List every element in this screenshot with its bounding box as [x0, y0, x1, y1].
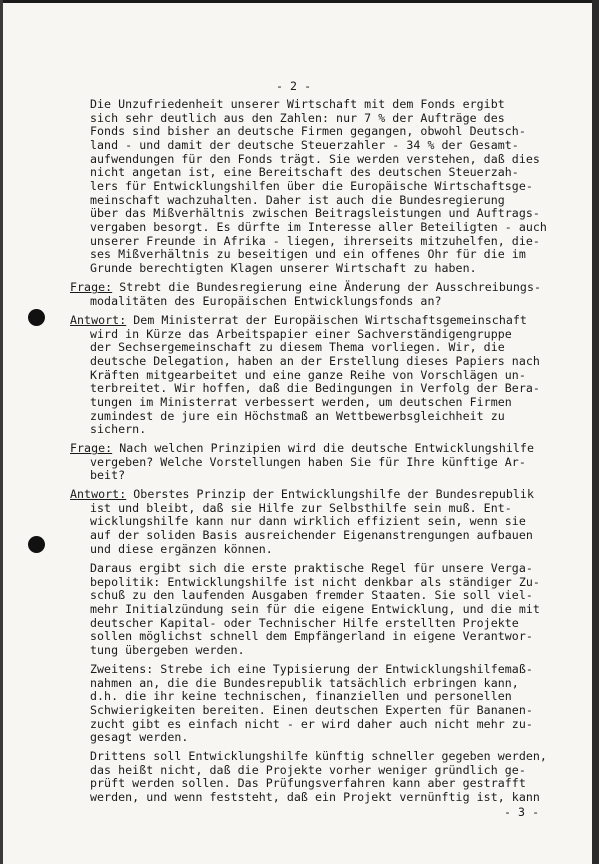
question-line: Frage: Nach welchen Prinzipien wird die deutsche Entwicklungshilfe — [70, 441, 534, 455]
text-line: zumindest de jure ein Höchstmaß an Wettbewerbsgleichheit zu — [90, 409, 505, 423]
text-line: gesagt werden. — [90, 730, 189, 744]
text-line: auf der soliden Basis ausreichender Eigenanstrengungen aufbauen — [90, 528, 533, 542]
text-line: deutscher Kapital- oder Technischer Hilfe erstellten Projekte — [90, 616, 519, 630]
answer-label: Antwort: — [70, 313, 127, 327]
scan-edge-left — [0, 0, 3, 864]
text-line: bepolitik: Entwicklungshilfe ist nicht denkbar als ständiger Zu- — [90, 575, 540, 589]
text-line: lers für Entwicklungshilfen über die Europäische Wirtschaftsge- — [90, 179, 533, 193]
text-line: Fonds sind bisher an deutsche Firmen gegangen, obwohl Deutsch- — [90, 124, 526, 138]
text-line: sollen möglichst schnell dem Empfängerland in eigene Verantwor- — [90, 629, 533, 643]
answer-line: Antwort: Dem Ministerrat der Europäischen Wirtschaftsgemeinschaft — [70, 313, 527, 327]
text-line: werden, und wenn feststeht, daß ein Projekt vernünftig ist, kann — [90, 790, 540, 804]
text-line: Die Unzufriedenheit unserer Wirtschaft mit dem Fonds ergibt — [90, 97, 505, 111]
text-line: schuß zu den laufenden Ausgaben fremder Staaten. Sie soll viel- — [90, 588, 533, 602]
question-label: Frage: — [70, 441, 113, 455]
answer-line: Antwort: Oberstes Prinzip der Entwicklungshilfe der Bundesrepublik — [70, 487, 534, 501]
scan-edge-right — [592, 0, 599, 864]
text-line: deutsche Delegation, haben an der Erstellung dieses Papiers nach — [90, 354, 540, 368]
text-line: d.h. die ihr keine technischen, finanziellen und personellen — [90, 689, 512, 703]
text-line: über das Mißverhältnis zwischen Beitragsleistungen und Auftrags- — [90, 206, 540, 220]
text-line: terbreitet. Wir hoffen, daß die Bedingungen in Verfolg der Bera- — [90, 381, 540, 395]
question-label: Frage: — [70, 280, 113, 294]
text-line: wicklungshilfe kann nur dann wirklich effizient sein, wenn sie — [90, 514, 526, 528]
page-number-header: - 2 - — [276, 79, 312, 93]
text-line: und diese ergänzen können. — [90, 542, 273, 556]
text-line: tungen im Ministerrat verbessert werden, um deutschen Firmen — [90, 395, 512, 409]
text-line: der Sechsergemeinschaft zu diesem Thema vorliegen. Wir, die — [90, 340, 505, 354]
page-number-footer: - 3 - — [504, 805, 540, 819]
text-line: Schwierigkeiten bereiten. Einen deutschen Experten für Bananen- — [90, 703, 533, 717]
text-line: Daraus ergibt sich die erste praktische Regel für unsere Verga- — [90, 561, 533, 575]
text-line: nahmen an, die die Bundesrepublik tatsächlich erbringen kann, — [90, 676, 519, 690]
text-line: tung übergeben werden. — [90, 643, 245, 657]
text-line: wird in Kürze das Arbeitspapier einer Sachverständigengruppe — [90, 327, 512, 341]
text-line: prüft werden sollen. Das Prüfungsverfahren kann aber gestrafft — [90, 776, 526, 790]
text-line: meinschaft wachzuhalten. Daher ist auch die Bundesregierung — [90, 193, 505, 207]
answer-label: Antwort: — [70, 487, 127, 501]
text-line: vergeben? Welche Vorstellungen haben Sie für Ihre künftige Ar- — [90, 455, 526, 469]
text-line: aufwendungen für den Fonds trägt. Sie werden verstehen, daß dies — [90, 152, 540, 166]
text-line: land - und damit der deutsche Steuerzahler - 34 % der Gesamt- — [90, 138, 519, 152]
text-line: ist und bleibt, daß sie Hilfe zur Selbsthilfe sein muß. Ent- — [90, 501, 512, 515]
scan-edge-top — [0, 0, 592, 3]
text-line: Grunde berechtigten Klagen unserer Wirtschaft zu haben. — [90, 261, 477, 275]
text-line: mehr Initialzündung sein für die eigene Entwicklung, und die mit — [90, 602, 540, 616]
text-line: beit? — [90, 468, 126, 482]
text-line: modalitäten des Europäischen Entwicklungsfonds an? — [90, 294, 442, 308]
text-line: sich sehr deutlich aus den Zahlen: nur 7 % der Aufträge des — [90, 111, 505, 125]
punch-hole-upper — [28, 309, 45, 326]
text-line: das heißt nicht, daß die Projekte vorher weniger gründlich ge- — [90, 763, 526, 777]
text-line: ses Mißverhältnis zu beseitigen und ein offenes Ohr für die im — [90, 247, 526, 261]
punch-hole-lower — [28, 536, 45, 553]
text-line: vergaben besorgt. Es dürfte im Interesse aller Beteiligten - auch — [90, 220, 547, 234]
text-line: Zweitens: Strebe ich eine Typisierung der Entwicklungshilfemaß- — [90, 662, 533, 676]
text-line: Drittens soll Entwicklungshilfe künftig schneller gegeben werden, — [90, 749, 547, 763]
text-line: nicht angetan ist, eine Bereitschaft des deutschen Steuerzah- — [90, 165, 519, 179]
text-line: zucht gibt es einfach nicht - er wird daher auch nicht mehr zu- — [90, 717, 533, 731]
question-line: Frage: Strebt die Bundesregierung eine Änderung der Ausschreibungs- — [70, 280, 542, 294]
text-line: unserer Freunde in Afrika - liegen, ihrerseits mitzuhelfen, die- — [90, 234, 540, 248]
text-line: sichern. — [90, 422, 147, 436]
text-line: Kräften mitgearbeitet und eine ganze Reihe von Vorschlägen un- — [90, 368, 526, 382]
